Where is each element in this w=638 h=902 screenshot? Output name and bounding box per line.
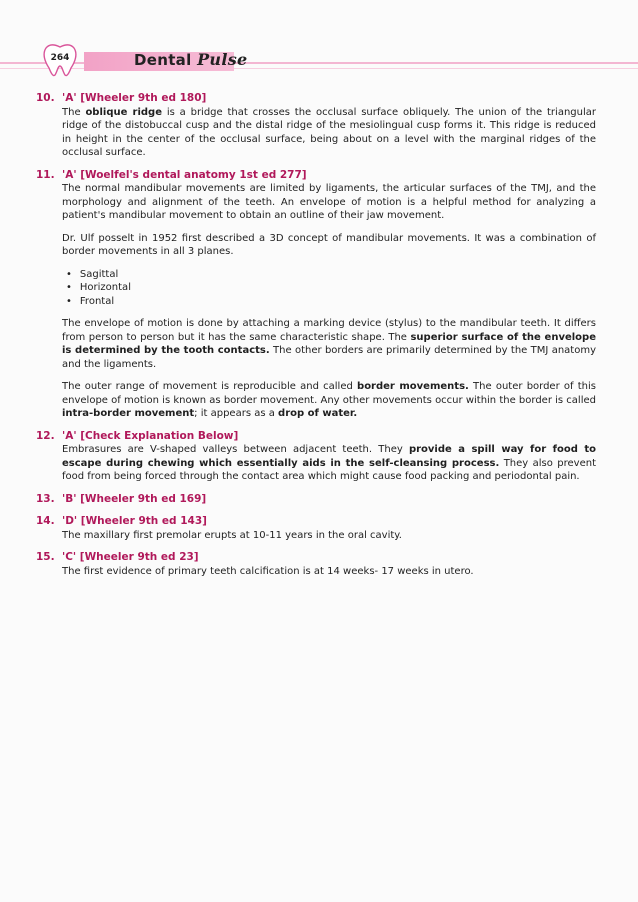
list-item: • Frontal [66, 295, 596, 309]
answer-heading [36, 493, 596, 507]
answer-heading [36, 169, 596, 183]
explanation-paragraph [62, 380, 596, 421]
book-title-word: Dental [134, 51, 192, 69]
question-number: 11. [36, 168, 55, 181]
text-run: Embrasures are V-shaped valleys between adjacent teeth. They [62, 444, 409, 455]
list-item: • Sagittal [66, 268, 596, 282]
explanation [62, 106, 596, 160]
question-number: 14. [36, 515, 55, 527]
explanation-paragraph [62, 182, 596, 223]
bold-phrase: superior surface of the envelope is determined by the tooth contacts. [62, 331, 596, 356]
answer-reference: 'A' [Check Explanation Below] [62, 429, 239, 442]
list-item: • Horizontal [66, 281, 596, 295]
explanation [62, 182, 596, 421]
text-run: The outer range of movement is reproducible and called [62, 381, 358, 392]
explanation [62, 565, 596, 579]
text-run: The outer border of this envelope of motion is known as border movement. Any other movements occur within the border is called [62, 381, 597, 406]
explanation [62, 529, 596, 543]
text-run: ; it appears as a [194, 408, 279, 419]
bold-phrase: intra-border movement [62, 408, 195, 419]
question-number: 15. [36, 551, 55, 563]
book-title [134, 50, 248, 69]
bold-phrase: provide a spill way for food to escape during chewing which essentially aids in the self-cleansing process. [62, 444, 596, 469]
text-run: The normal mandibular movements are limited by ligaments, the articular surfaces of the TMJ, and the morphology and alignment of the teeth. An envelope of motion is a helpful method for analyzing a patient's mandibular movement to obtain an outline of their jaw movement. [62, 183, 596, 221]
text-run: The other borders are primarily determined by the TMJ anatomy and the ligaments. [62, 345, 597, 370]
answer-reference: 'C' [Wheeler 9th ed 23] [62, 551, 199, 563]
bold-phrase: border movements. [357, 381, 469, 392]
answer-item [36, 515, 596, 542]
text-run: The first evidence of primary teeth calcification is at 14 weeks- 17 weeks in utero. [62, 565, 474, 577]
text-run: They also prevent food from being forced through the contact area which might cause food packing and periodontal pain. [62, 457, 596, 482]
text-run: The [62, 106, 86, 118]
explanation-paragraph [62, 529, 596, 543]
answer-heading [36, 515, 596, 529]
bold-phrase: drop of water. [278, 408, 358, 419]
page-header [0, 40, 638, 80]
answer-reference: 'A' [Woelfel's dental anatomy 1st ed 277] [62, 168, 307, 181]
answer-item [36, 551, 596, 578]
question-number: 10. [36, 92, 55, 104]
question-number: 12. [36, 429, 55, 442]
answer-item [36, 169, 596, 421]
text-run: Dr. Ulf posselt in 1952 first described a 3D concept of mandibular movements. It was a combination of border movements in all 3 planes. [62, 232, 596, 257]
answers-section [36, 92, 596, 587]
explanation-paragraph [62, 565, 596, 579]
answer-reference: 'A' [Wheeler 9th ed 180] [62, 92, 207, 104]
answer-item [36, 493, 596, 507]
page-number: 264 [50, 53, 70, 63]
explanation [62, 443, 596, 484]
answer-heading [36, 551, 596, 565]
question-number: 13. [36, 492, 55, 505]
explanation-paragraph [62, 317, 596, 371]
bold-phrase: oblique ridge [85, 106, 162, 118]
plane-list [62, 268, 596, 309]
answer-item [36, 92, 596, 160]
book-title-script: Pulse [197, 50, 248, 69]
explanation-paragraph [62, 232, 596, 259]
explanation-paragraph [62, 106, 596, 160]
explanation-paragraph [62, 443, 596, 484]
answer-heading [36, 92, 596, 106]
answer-reference: 'D' [Wheeler 9th ed 143] [62, 515, 207, 527]
text-run: The maxillary first premolar erupts at 10-11 years in the oral cavity. [62, 529, 402, 541]
answer-item [36, 430, 596, 484]
text-run: The envelope of motion is done by attaching a marking device (stylus) to the mandibular teeth. It differs from person to person but it has the same characteristic shape. The [62, 318, 596, 343]
answer-reference: 'B' [Wheeler 9th ed 169] [62, 492, 207, 505]
text-run: is a bridge that crosses the occlusal surface obliquely. The union of the triangular ridge of the distobuccal cusp and the distal ridge of the mesiolingual cusp forms it. This ridge is reduced in height in the center of the occlusal surface, being about on a level with the marginal ridges of the occlusal surface. [62, 106, 596, 158]
answer-heading [36, 430, 596, 444]
